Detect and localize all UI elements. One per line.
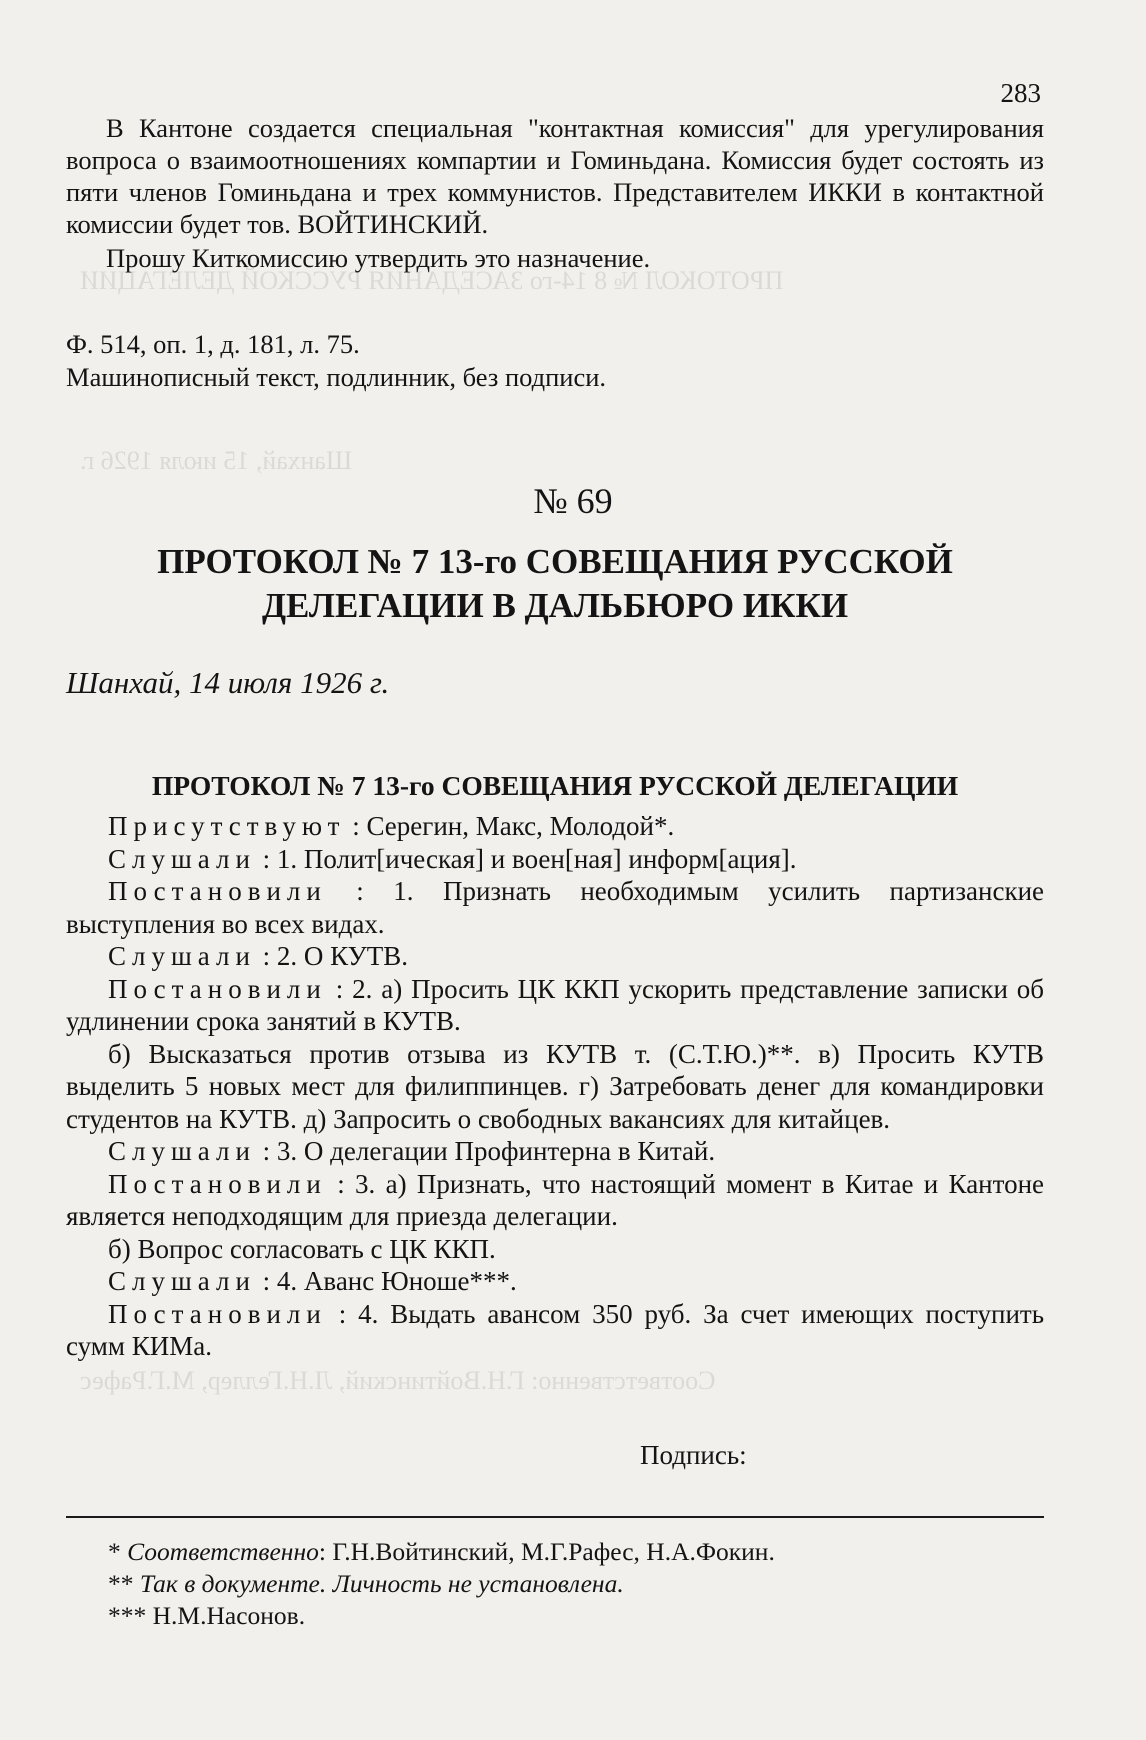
source-note: Машинописный текст, подлинник, без подписи.: [66, 362, 607, 392]
footnote-divider: [66, 1516, 1044, 1518]
heard-item-3: Слушали : 3. О делегации Профинтерна в Китай.: [108, 1136, 716, 1166]
present-line: Присутствуют : Серегин, Макс, Молодой*.: [108, 811, 675, 841]
footnotes: [108, 1536, 775, 1632]
heard-item-4: Слушали : 4. Аванс Юноше***.: [108, 1266, 517, 1296]
heard-item-2: Слушали : 2. О КУТВ.: [108, 941, 409, 971]
present-label: Присутствуют: [108, 811, 346, 841]
show-through-text: ПРОТОКОЛ № 8 14-го ЗАСЕДАНИЯ РУССКОЙ ДЕЛЕГАЦИИ: [80, 266, 784, 295]
protocol-subtitle: ПРОТОКОЛ № 7 13-го СОВЕЩАНИЯ РУССКОЙ ДЕЛЕГАЦИИ: [151, 770, 959, 801]
archive-reference: Ф. 514, оп. 1, д. 181, л. 75.: [66, 329, 360, 359]
document-title: ПРОТОКОЛ № 7 13-го СОВЕЩАНИЯ РУССКОЙ ДЕЛЕГАЦИИ В ДАЛЬБЮРО ИККИ: [157, 542, 953, 625]
resolved-item-1: Постановили : 1. Признать необходимым усилить партизанские выступления во всех видах.: [66, 876, 1044, 939]
document-number: № 69: [533, 481, 613, 521]
protocol-body: [66, 810, 1044, 1363]
show-through-text: Соответственно: Г.Н.Войтинский, Л.Н.Геллер, М.Г.Рафес: [80, 1366, 716, 1395]
place-date: Шанхай, 14 июля 1926 г.: [66, 665, 390, 700]
page-number: 283: [1000, 78, 1041, 108]
resolved-item-3-continued: б) Вопрос согласовать с ЦК ККП.: [108, 1233, 496, 1264]
heard-item-1: Слушали : 1. Полит[ическая] и воен[ная] информ[ация].: [108, 843, 797, 874]
intro-paragraph: В Кантоне создается специальная "контактная комиссия" для урегулирования вопроса о взаимоотношениях компартии и Гоминьдана. Комиссия будет состоять из пяти членов Гоминьдана и трех коммунистов. Представителем ИККИ в контактной комиссии будет тов. ВОЙТИНСКИЙ.: [66, 113, 1044, 239]
footnote-2: ** Так в документе. Личность не установлена.: [108, 1569, 624, 1598]
footnote-1: * Соответственно: Г.Н.Войтинский, М.Г.Рафес, Н.А.Фокин.: [108, 1537, 775, 1566]
footnote-3: *** Н.М.Насонов.: [108, 1601, 306, 1630]
signature-label: Подпись:: [640, 1440, 747, 1470]
resolved-item-2-continued: б) Высказаться против отзыва из КУТВ т. (С.Т.Ю.)**. в) Просить КУТВ выделить 5 новых мест для филиппинцев. г) Затребовать денег для командировки студентов на КУТВ. д) Запросить о свободных вакансиях для китайцев.: [66, 1038, 1044, 1134]
resolved-item-3: Постановили : 3. а) Признать, что настоящий момент в Китае и Кантоне является неподходящим для приезда делегации.: [66, 1168, 1045, 1231]
resolved-item-4: Постановили : 4. Выдать авансом 350 руб. За счет имеющих поступить сумм КИМа.: [66, 1298, 1045, 1361]
show-through-text: Шанхай, 15 июля 1926 г.: [80, 446, 353, 475]
resolved-item-2: Постановили : 2. а) Просить ЦК ККП ускорить представление записки об удлинении срока занятий в КУТВ.: [66, 973, 1045, 1036]
request-line: Прошу Киткомиссию утвердить это назначение.: [106, 243, 651, 273]
